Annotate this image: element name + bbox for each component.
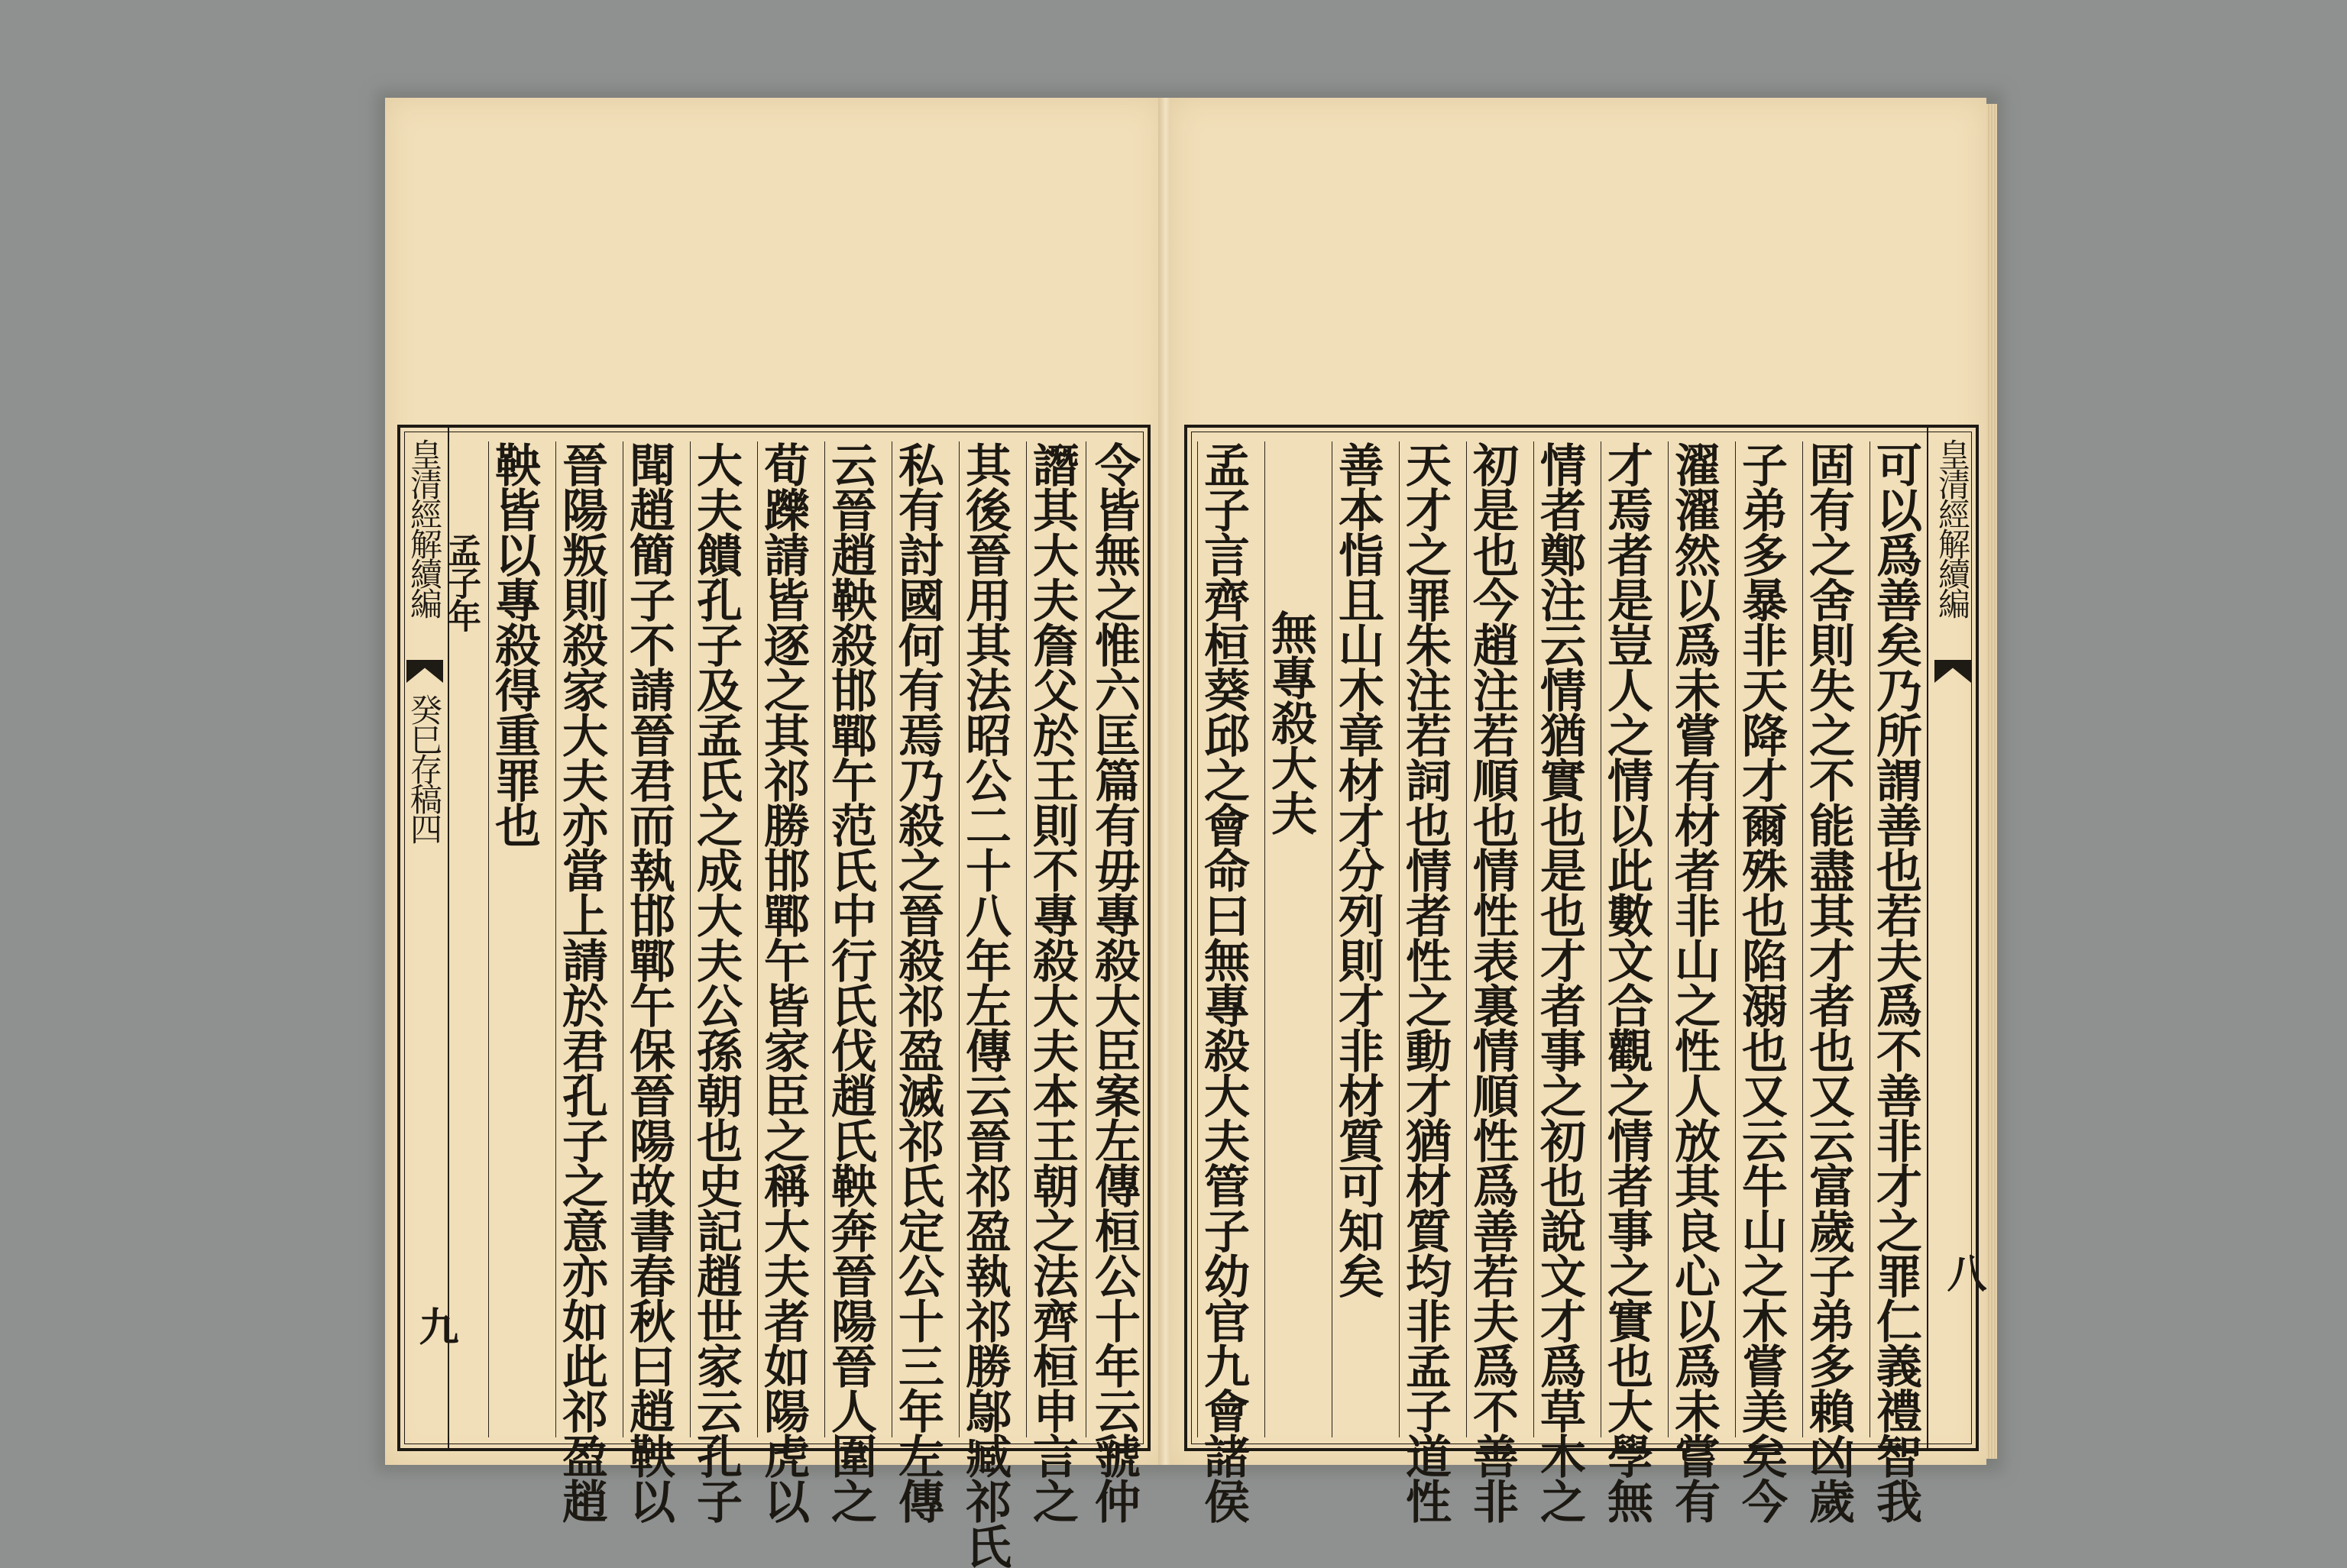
text-column: 子弟多暴非天降才爾殊也陷溺也又云牛山之木嘗美矣今	[1734, 441, 1788, 1523]
left-page-frame	[397, 425, 1151, 1568]
text-column: 善本恉且山木章材才分列則才非材質可知矣	[1332, 441, 1383, 1437]
section-heading: 無專殺大夫	[1264, 441, 1316, 1437]
text-column: 大夫饋孔子及孟氏之成大夫公孫朝也史記趙世家云孔子	[689, 441, 743, 1523]
text-column: 固有之舍則失之不能盡其才者也又云富歲子弟多賴凶歲	[1802, 441, 1855, 1523]
left-page-number: 九	[412, 1306, 458, 1346]
text-column: 初是也今趙注若順也情性表裏情順性爲善若夫爲不善非	[1465, 441, 1519, 1523]
left-page	[385, 98, 1163, 1568]
right-margin-title: 皇清經解續編	[1934, 438, 1971, 617]
left-margin-volume: 癸巳存稿四	[406, 693, 443, 842]
right-page-number: 八	[1940, 1253, 1986, 1292]
text-column: 情者鄭注云情猶實也是也才者事之初也說文才爲草木之	[1533, 441, 1586, 1523]
text-column: 可以爲善矣乃所謂善也若夫爲不善非才之罪仁義禮智我	[1869, 441, 1922, 1523]
text-column: 其後晉用其法昭公二十八年左傳云晉祁盈執祁勝鄔臧祁氏	[958, 441, 1012, 1568]
section-heading: 孟子年	[448, 441, 472, 1437]
text-column: 才焉者是豈人之情以此數文合觀之情者事之實也大學無	[1600, 441, 1653, 1523]
text-column: 令皆無之惟六匡篇有毋專殺大臣案左傳桓公十年云虢仲	[1087, 441, 1141, 1523]
text-column: 鞅皆以專殺得重罪也	[488, 441, 539, 1437]
text-column: 濯濯然以爲未嘗有材者非山之性人放其良心以爲未嘗有	[1667, 441, 1721, 1523]
text-column: 聞趙簡子不請晉君而執邯鄲午保晉陽故書春秋曰趙鞅以	[622, 441, 675, 1523]
right-page-frame	[1184, 425, 1986, 1523]
text-column: 譖其大夫詹父於王則不專殺大夫本王朝之法齊桓申言之	[1025, 441, 1079, 1523]
text-column: 私有討國何有焉乃殺之晉殺祁盈滅祁氏定公十三年左傳	[891, 441, 944, 1523]
fish-tail-mark	[406, 660, 443, 683]
text-column: 云晉趙鞅殺邯鄲午范氏中行氏伐趙氏鞅奔晉陽晉人圍之	[824, 441, 877, 1523]
left-page-banxin	[400, 428, 458, 1448]
right-page	[1170, 98, 1986, 1523]
right-page-banxin	[1927, 428, 1986, 1448]
text-column: 荀躒請皆逐之其祁勝邯鄲午皆家臣之稱大夫者如陽虎以	[756, 441, 810, 1523]
fish-tail-mark	[1934, 660, 1971, 683]
text-column: 孟子言齊桓葵邱之會命曰無專殺大夫管子幼官九會諸侯	[1196, 441, 1250, 1523]
text-column: 天才之罪朱注若詞也情者性之動才猶材質均非孟子道性	[1398, 441, 1452, 1523]
text-column: 晉陽叛則殺家大夫亦當上請於君孔子之意亦如此祁盈趙	[555, 441, 608, 1523]
left-margin-title: 皇清經解續編	[406, 438, 443, 617]
